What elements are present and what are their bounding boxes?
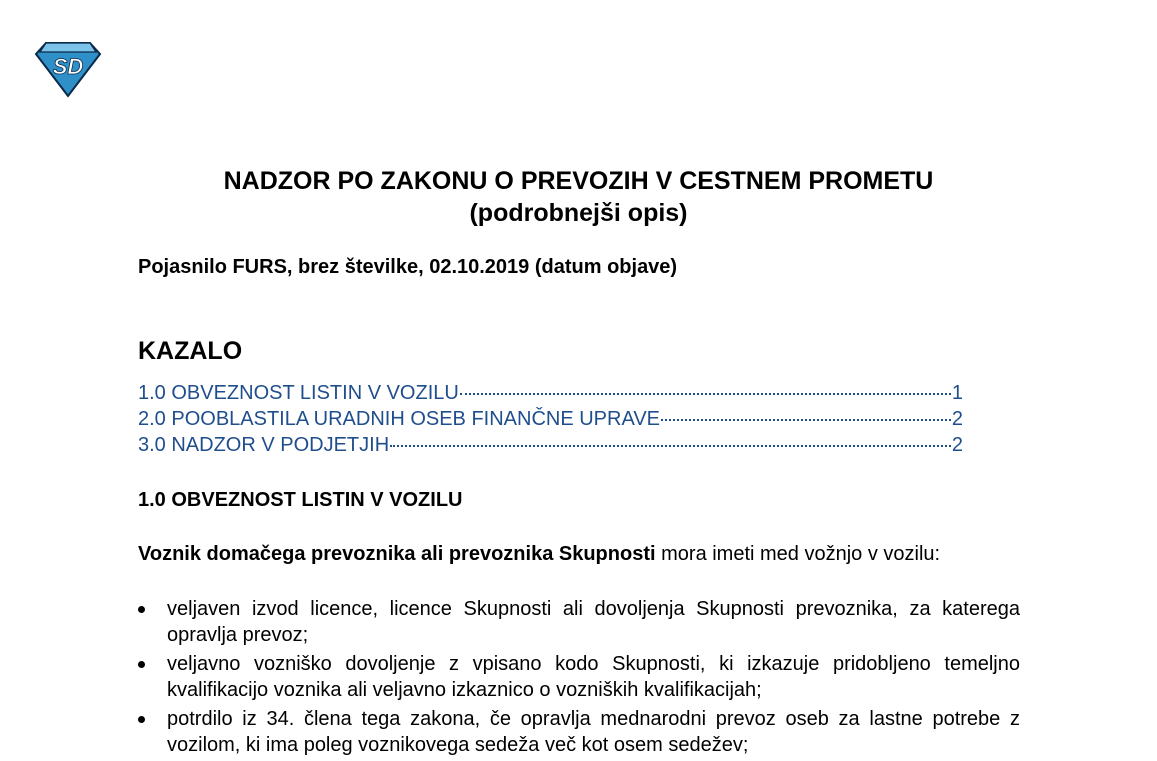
list-item-text: veljaven izvod licence, licence Skupnosti ali dovoljenja Skupnosti prevoznika, za katerega opravlja prevoz;	[167, 598, 1020, 646]
toc-entry-3[interactable]	[138, 432, 963, 458]
document-title: NADZOR PO ZAKONU O PREVOZIH V CESTNEM PROMETU	[223, 167, 934, 195]
bullet-icon	[138, 606, 145, 613]
toc-entry-page: 2	[951, 434, 963, 456]
logo-text: SD	[52, 54, 84, 79]
toc-leader-dots	[460, 393, 951, 395]
bullet-icon	[138, 661, 145, 668]
intro-text: mora imeti med vožnjo v vozilu:	[655, 543, 941, 565]
toc-entry-title: 1.0 OBVEZNOST LISTIN V VOZILU	[138, 382, 459, 404]
section-intro	[138, 541, 1020, 567]
sd-diamond-logo-icon	[32, 40, 104, 100]
toc-leader-dots	[390, 445, 951, 447]
toc-entry-page: 1	[951, 382, 963, 404]
toc-entry-1[interactable]	[138, 380, 963, 406]
toc-entry-title: 2.0 POOBLASTILA URADNIH OSEB FINANČNE UPRAVE	[138, 408, 660, 430]
table-of-contents	[138, 380, 963, 458]
source-line: Pojasnilo FURS, brez številke, 02.10.2019 (datum objave)	[138, 256, 678, 278]
list-item-text: veljavno vozniško dovoljenje z vpisano kodo Skupnosti, ki izkazuje pridobljeno temeljno kvalifikacijo voznika ali veljavno izkaznico o vozniških kvalifikacijah;	[167, 653, 1020, 701]
bullet-icon	[138, 716, 145, 723]
company-logo	[32, 40, 104, 100]
intro-bold-text: Voznik domačega prevoznika ali prevoznika Skupnosti	[138, 543, 656, 565]
toc-heading: KAZALO	[138, 337, 243, 365]
requirements-list	[138, 596, 1020, 761]
document-subtitle: (podrobnejši opis)	[469, 199, 688, 227]
list-item	[138, 651, 1020, 703]
toc-entry-2[interactable]	[138, 406, 963, 432]
toc-leader-dots	[661, 419, 951, 421]
toc-entry-page: 2	[951, 408, 963, 430]
list-item-text: potrdilo iz 34. člena tega zakona, če opravlja mednarodni prevoz oseb za lastne potrebe z vozilom, ki ima poleg voznikovega sedeža več kot osem sedežev;	[167, 708, 1020, 756]
list-item	[138, 596, 1020, 648]
list-item	[138, 706, 1020, 758]
section-heading: 1.0 OBVEZNOST LISTIN V VOZILU	[138, 489, 463, 511]
toc-entry-title: 3.0 NADZOR V PODJETJIH	[138, 434, 390, 456]
